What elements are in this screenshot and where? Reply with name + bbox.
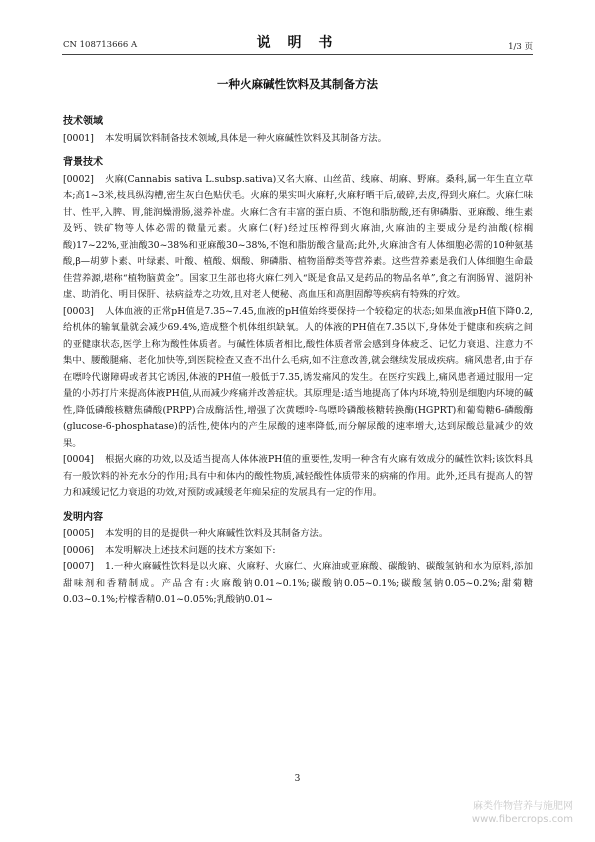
paragraph xyxy=(63,526,533,543)
header-page-info: 1/3 页 xyxy=(508,42,533,52)
paragraph-text: 本发明的目的是提供一种火麻碱性饮料及其制备方法。 xyxy=(105,528,329,539)
paragraph-text: 根据火麻的功效,以及适当提高人体体液PH值的重要性,发明一种含有火麻有效成分的碱性饮料;该饮料具有一般饮料的补充水分的作用;具有中和体内的酸性物质,减轻酸性体质带来的病痛的作用。此外,还具有提高人的智力和减缓记忆力衰退的功效,对预防或减缓老年痴呆症的发展具有一定的作用。 xyxy=(63,454,533,498)
section-heading: 技术领域 xyxy=(63,116,103,127)
paragraph-number: [0007] xyxy=(63,561,94,572)
paragraph-number: [0003] xyxy=(63,305,94,317)
paragraph xyxy=(63,452,533,502)
paragraph-number: [0002] xyxy=(63,173,94,185)
paragraph-text: 本发明解决上述技术问题的技术方案如下: xyxy=(105,544,276,556)
header-doc-number: CN 108713666 A xyxy=(63,40,138,50)
paragraph-text: 1.一种火麻碱性饮料是以火麻、火麻籽、火麻仁、火麻油或亚麻酸、碳酸钠、碳酸氢钠和水为原料,添加甜味剂和香精制成。产品含有:火麻酸钠0.01~0.1%;碳酸钠0.05~0.1%;碳酸氢钠0.05~0.2%;甜菊糖0.03~0.1%;柠檬香精0.01~0.05%;乳酸钠0.01~ xyxy=(63,561,533,605)
paragraph-number: [0001] xyxy=(63,132,94,144)
watermark-url: www.fibercrops.com xyxy=(471,814,573,825)
paragraph-number: [0005] xyxy=(63,528,94,539)
section-heading: 背景技术 xyxy=(63,157,103,168)
paragraph xyxy=(63,559,533,609)
paragraph-text: 本发明属饮料制备技术领域,具体是一种火麻碱性饮料及其制备方法。 xyxy=(105,132,387,144)
document-body xyxy=(63,108,533,609)
section-technical-field xyxy=(63,114,533,147)
paragraph-text: 火麻(Cannabis sativa L.subsp.sativa)又名大麻、山丝苗、线麻、胡麻、野麻。桑科,属一年生直立草本;高1~3米,枝具纵沟槽,密生灰白色贴伏毛。火麻的果实叫火麻籽,火麻籽晒干后,破碎,去皮,得到火麻仁。火麻仁味甘、性平,入脾、胃,能润燥滑肠,滋养补虚。火麻仁含有丰富的蛋白质、不饱和脂肪酸,还有卵磷脂、亚麻酸、维生素及钙、铁矿物等人体必需的微量元素。火麻仁(籽)经过压榨得到火麻油,火麻油的主要成分是约油酸(棕榈酸)17~22%,亚油酸30~38%和亚麻酸30~38%,不饱和脂肪酸含量高;此外,火麻油含有人体细胞必需的10种氨基酸,β—胡萝卜素、叶绿素、叶酸、植酸、烟酸、卵磷脂、植物甾醇类等营养素。这些营养素是我们人体细胞生命最佳营养源,堪称“植物脑黄金”。国家卫生部也将火麻仁列入“既是食品又是药品的物品名单”,食之有润肠胃、滋阴补虚、助消化、明目保肝、祛病益寿之功效,且对老人便秘、高血压和高胆固醇等疾病有特殊的疗效。 xyxy=(63,173,533,300)
paragraph xyxy=(63,172,533,304)
section-background xyxy=(63,155,533,502)
page-number: 3 xyxy=(294,774,301,784)
section-summary xyxy=(63,510,533,609)
paragraph xyxy=(63,543,533,560)
header-doc-type: 说 明 书 xyxy=(256,35,339,51)
paragraph xyxy=(63,304,533,453)
paragraph-text: 人体血液的正常pH值是7.35~7.45,血液的pH值始终要保持一个较稳定的状态;如果血液pH值下降0.2,给机体的输氧量就会减少69.4%,造成整个机体组织缺氧。人的体液的PH值在7.35以下,身体处于健康和疾病之间的亚健康状态,医学上称为酸性体质者。与碱性体质者相比,酸性体质者常会感到身体疲乏、记忆力衰退、注意力不集中、腰酸腿痛、老化加快等,到医院检查又查不出什么毛病,如不注意改善,就会继续发展成疾病。痛风患者,由于存在嘌呤代谢障碍或者其它诱因,体液的PH值一般低于7.35,诱发痛风的发生。在医疗实践上,痛风患者通过服用一定量的小苏打片来提高体液PH值,从而减少疼痛并改善症状。其原理是:适当地提高了体内环境,特别是细胞内环境的碱性,降低磷酸核糖焦磷酸(PRPP)合成酶活性,增强了次黄嘌呤-鸟嘌呤磷酸核糖转换酶(HGPRT)和葡萄糖6-磷酸酶(glucose-6-phosphatase)的活性,使体内的产生尿酸的速率降低,而分解尿酸的速率增大,达到尿酸总量减少的效果。 xyxy=(63,305,533,449)
watermark xyxy=(472,800,573,826)
paragraph-number: [0006] xyxy=(63,544,94,556)
paragraph xyxy=(63,131,533,148)
section-heading: 发明内容 xyxy=(63,511,103,523)
watermark-line: 麻类作物营养与施肥网 xyxy=(473,801,573,812)
header-divider xyxy=(62,54,533,55)
paragraph-number: [0004] xyxy=(63,454,94,465)
document-title: 一种火麻碱性饮料及其制备方法 xyxy=(217,77,378,91)
